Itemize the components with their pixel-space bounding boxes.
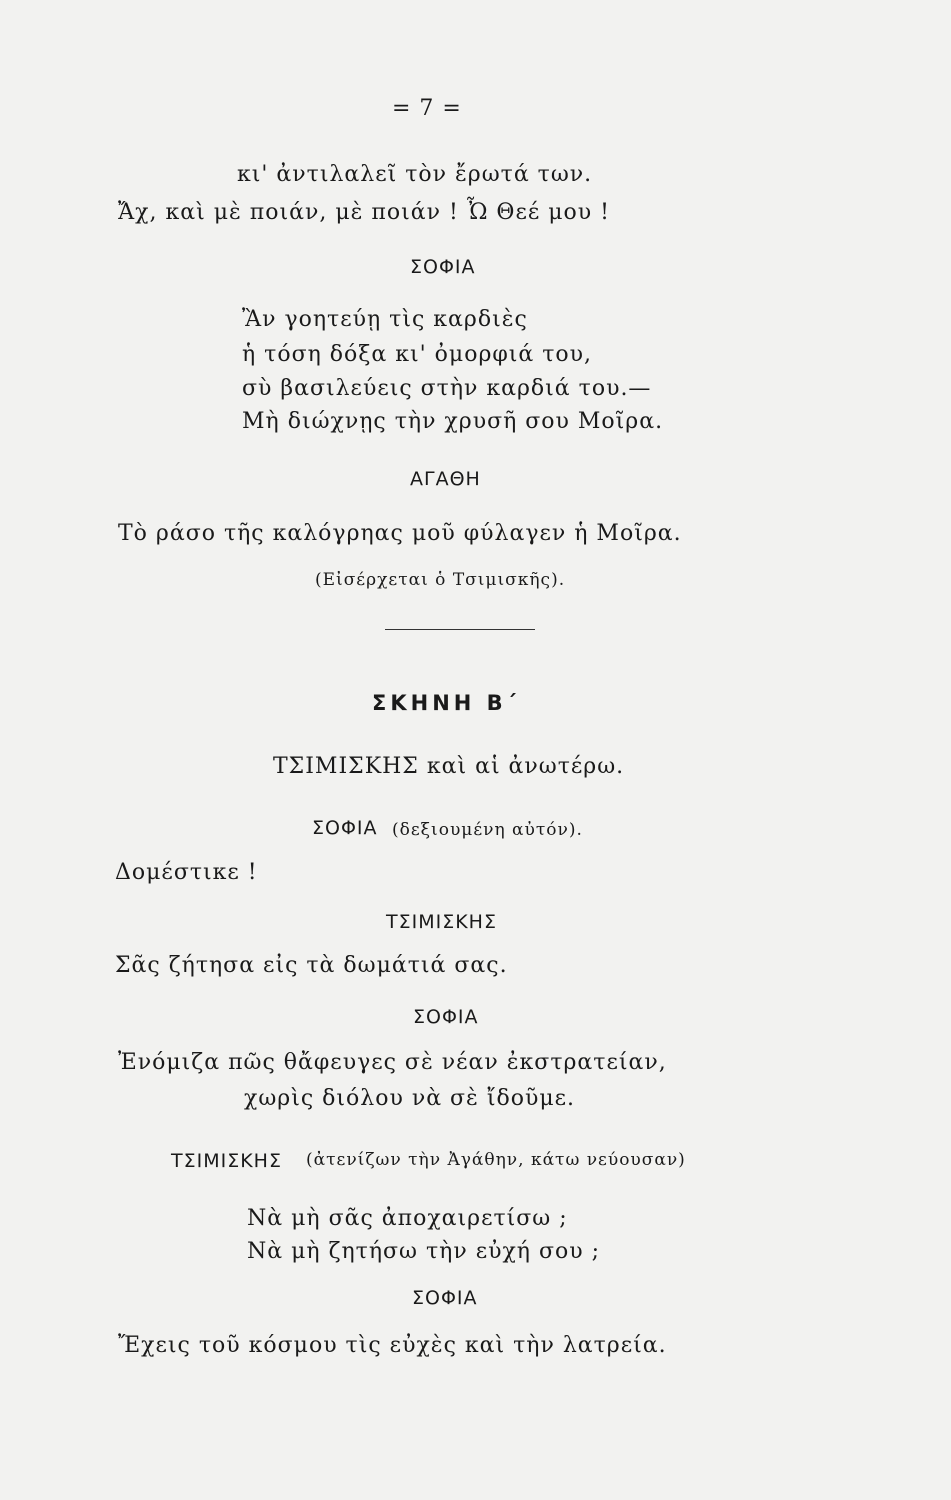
verse-line: κι' ἀντιλαλεῖ τὸν ἔρωτά των. (237, 162, 593, 187)
verse-line: Ἂν γοητεύῃ τὶς καρδιὲς (242, 307, 528, 332)
verse-line: ἡ τόση δόξα κι' ὀμορφιά του, (242, 342, 593, 367)
scene-cast: ΤΣΙΜΙΣΚΗΣ καὶ αἱ ἀνωτέρω. (273, 754, 625, 779)
verse-line: Νὰ μὴ σᾶς ἀποχαιρετίσω ; (247, 1206, 568, 1231)
speaker-name: ΑΓΑΘΗ (410, 468, 481, 490)
page-number: = 7 = (392, 96, 462, 121)
verse-line: Τὸ ράσο τῆς καλόγρηας μοῦ φύλαγεν ἡ Μοῖρα. (118, 521, 682, 546)
stage-direction: (δεξιουμένη αὐτόν). (392, 820, 583, 840)
speaker-name: ΣΟΦΙΑ (412, 1287, 478, 1309)
speaker-name: ΣΟΦΙΑ (312, 817, 378, 839)
speaker-name: ΤΣΙΜΙΣΚΗΣ (386, 911, 497, 933)
verse-line: Ἄχ, καὶ μὲ ποιάν, μὲ ποιάν ! Ὦ Θεέ μου ! (118, 200, 611, 225)
speaker-name: ΣΟΦΙΑ (413, 1006, 479, 1028)
verse-line: Νὰ μὴ ζητήσω τὴν εὐχή σου ; (247, 1239, 601, 1264)
stage-direction: (Εἰσέρχεται ὁ Τσιμισκῆς). (315, 570, 566, 590)
verse-line: Ἔχεις τοῦ κόσμου τὶς εὐχὲς καὶ τὴν λατρεία. (118, 1333, 667, 1358)
scene-title: ΣΚΗΝΗ Β΄ (372, 691, 520, 715)
verse-line: Ἐνόμιζα πῶς θἄφευγες σὲ νέαν ἐκστρατείαν, (118, 1050, 667, 1075)
verse-line: Σᾶς ζήτησα εἰς τὰ δωμάτιά σας. (115, 953, 508, 978)
speaker-name: ΣΟΦΙΑ (410, 256, 476, 278)
verse-line: Μὴ διώχνῃς τὴν χρυσῆ σου Μοῖρα. (242, 409, 664, 434)
stage-direction: (ἀτενίζων τὴν Ἀγάθην, κάτω νεύουσαν) (306, 1150, 686, 1170)
verse-line: Δομέστικε ! (115, 860, 258, 885)
section-divider (385, 629, 535, 630)
verse-line: χωρὶς διόλου νὰ σὲ ἴδοῦμε. (244, 1086, 576, 1111)
verse-line: σὺ βασιλεύεις στὴν καρδιά του.— (242, 376, 652, 401)
speaker-name: ΤΣΙΜΙΣΚΗΣ (171, 1150, 282, 1172)
